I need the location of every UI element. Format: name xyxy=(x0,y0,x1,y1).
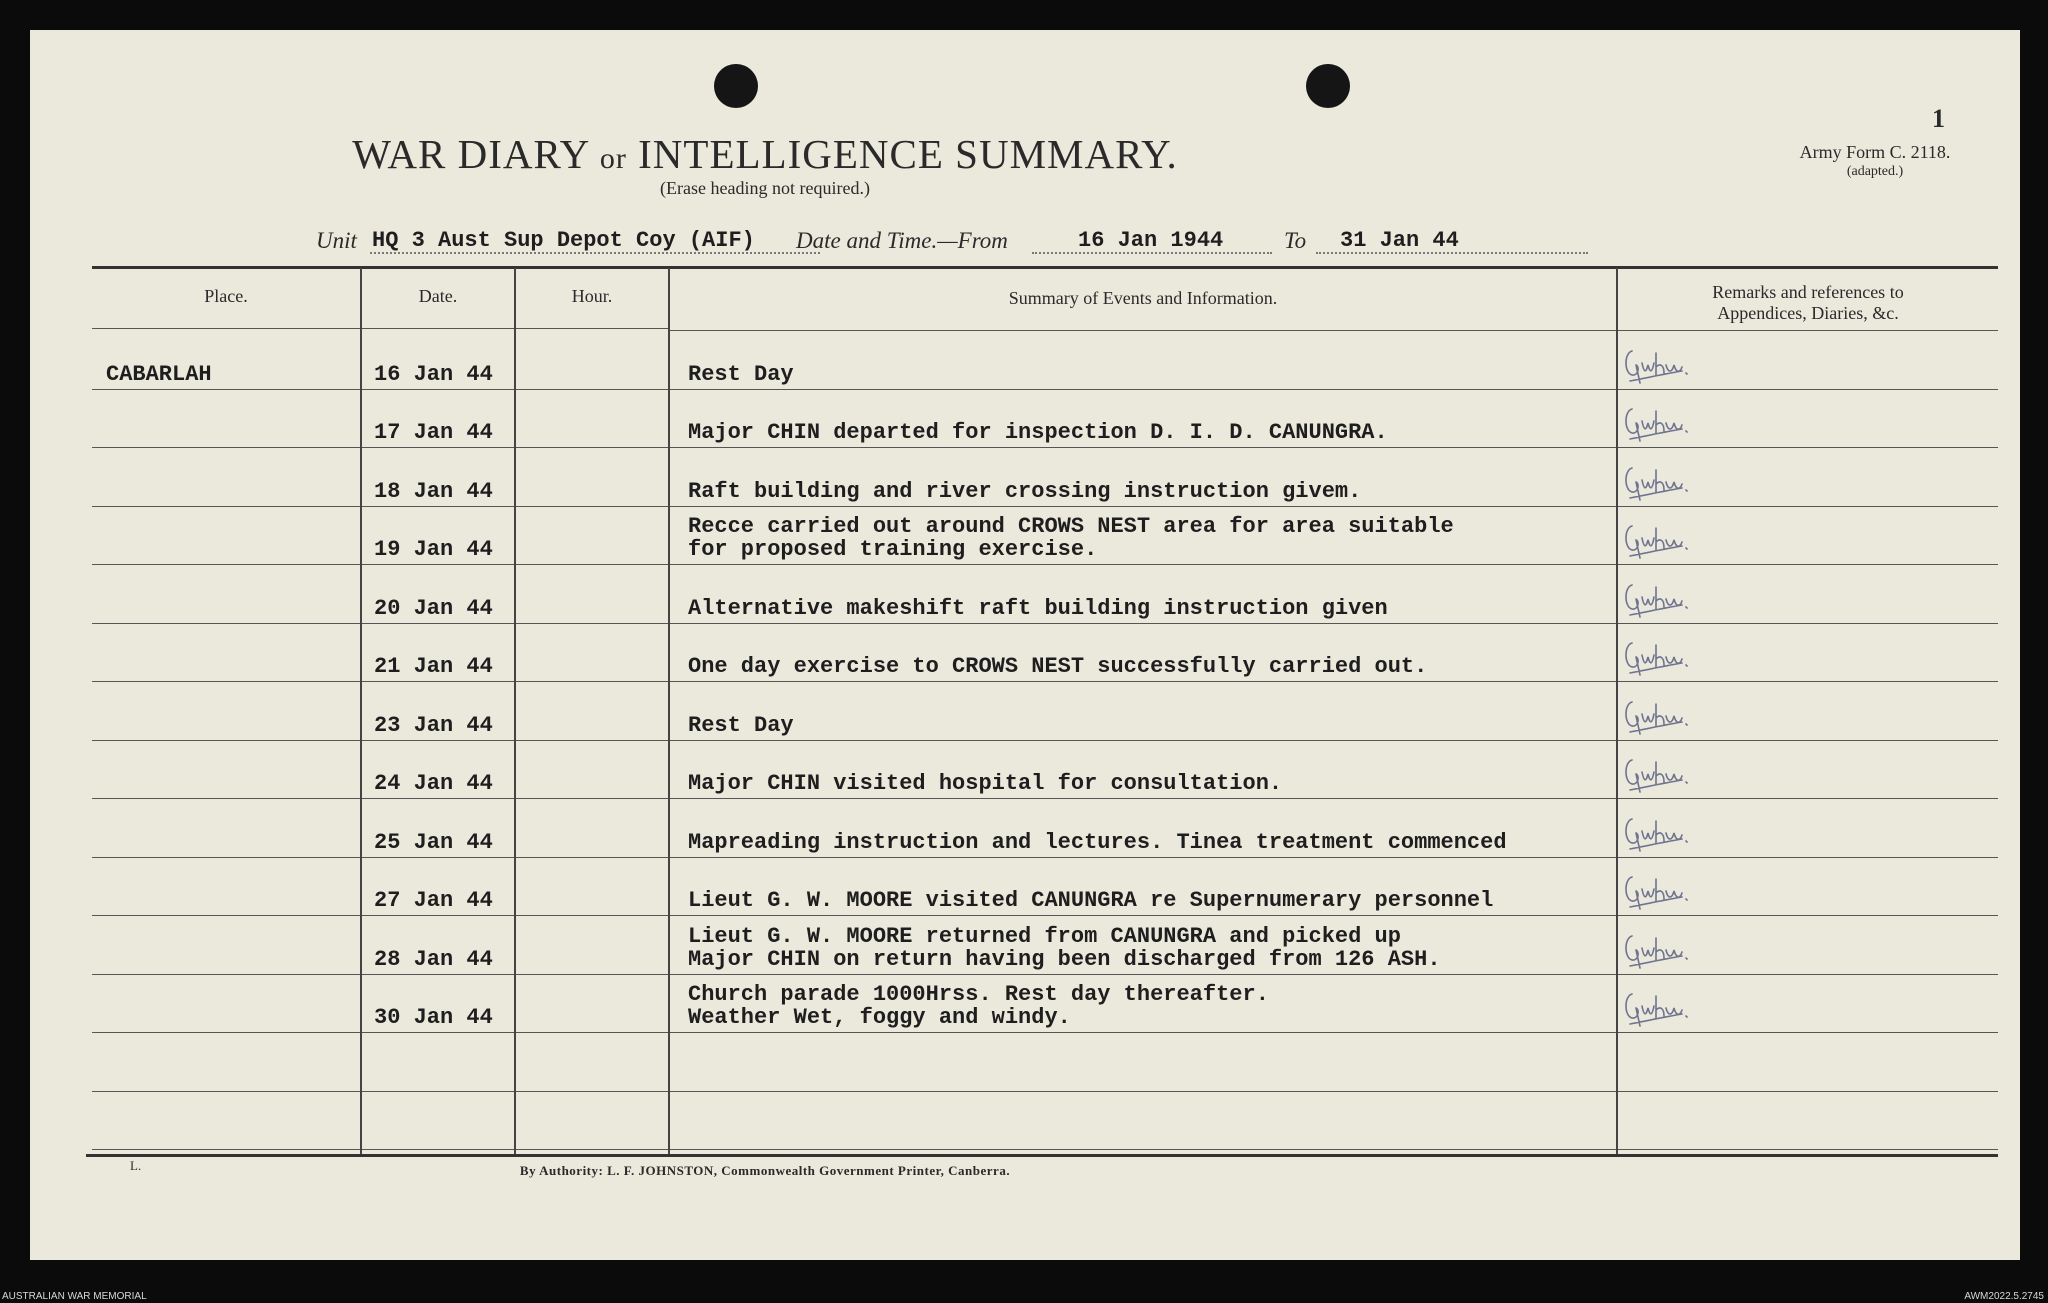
row-rule xyxy=(516,1149,668,1150)
row-rule xyxy=(362,857,514,858)
entry-date: 17 Jan 44 xyxy=(374,420,493,445)
column-divider xyxy=(668,268,670,1154)
initials-signature-icon xyxy=(1620,752,1692,796)
entry-date: 18 Jan 44 xyxy=(374,479,493,504)
page-title xyxy=(30,130,1500,178)
column-header-summary: Summary of Events and Information. xyxy=(1008,288,1278,308)
entry-summary: Alternative makeshift raft building instruction given xyxy=(688,596,1388,621)
row-rule xyxy=(362,1149,514,1150)
remarks-header-line2: Appendices, Diaries, &c. xyxy=(1717,303,1899,323)
initials-signature-icon xyxy=(1620,928,1692,972)
punch-hole xyxy=(714,64,758,108)
row-rule xyxy=(1618,798,1998,799)
row-rule xyxy=(362,915,514,916)
row-rule xyxy=(92,974,360,975)
row-rule xyxy=(362,974,514,975)
page-number: 1 xyxy=(1932,104,1945,133)
row-rule xyxy=(670,1091,1616,1092)
row-rule xyxy=(1618,389,1998,390)
initials-signature-icon xyxy=(1620,811,1692,855)
row-rule xyxy=(1618,740,1998,741)
row-rule xyxy=(362,1032,514,1033)
row-rule xyxy=(516,1091,668,1092)
row-rule xyxy=(92,1091,360,1092)
row-rule xyxy=(92,857,360,858)
entry-date: 19 Jan 44 xyxy=(374,537,493,562)
row-rule xyxy=(92,798,360,799)
punch-hole xyxy=(1306,64,1350,108)
row-rule xyxy=(1618,857,1998,858)
entry-place: CABARLAH xyxy=(106,362,212,387)
title-part1: WAR DIARY xyxy=(352,131,589,177)
header-underline xyxy=(516,328,668,329)
row-rule xyxy=(670,1032,1616,1033)
row-rule xyxy=(92,1149,360,1150)
header-underline xyxy=(92,328,360,329)
entry-date: 30 Jan 44 xyxy=(374,1005,493,1030)
row-rule xyxy=(516,740,668,741)
entry-date: 28 Jan 44 xyxy=(374,947,493,972)
row-rule xyxy=(670,564,1616,565)
entry-summary: Mapreading instruction and lectures. Tinea treatment commenced xyxy=(688,830,1507,855)
row-rule xyxy=(1618,974,1998,975)
unit-value: HQ 3 Aust Sup Depot Coy (AIF) xyxy=(372,228,755,253)
initials-signature-icon xyxy=(1620,518,1692,562)
to-label: To xyxy=(1284,228,1307,253)
row-rule xyxy=(92,564,360,565)
row-rule xyxy=(670,798,1616,799)
entry-date: 16 Jan 44 xyxy=(374,362,493,387)
diary-page xyxy=(30,30,2020,1260)
row-rule xyxy=(670,447,1616,448)
entry-summary: Recce carried out around CROWS NEST area for area suitable for proposed training exercise. xyxy=(688,514,1454,562)
entry-summary: One day exercise to CROWS NEST successfully carried out. xyxy=(688,654,1428,679)
row-rule xyxy=(670,915,1616,916)
entry-summary: Raft building and river crossing instruction givem. xyxy=(688,479,1362,504)
row-rule xyxy=(670,857,1616,858)
row-rule xyxy=(1618,1149,1998,1150)
header-underline xyxy=(362,328,514,329)
title-or: or xyxy=(599,142,627,175)
row-rule xyxy=(362,740,514,741)
row-rule xyxy=(92,740,360,741)
entry-summary: Lieut G. W. MOORE visited CANUNGRA re Supernumerary personnel xyxy=(688,888,1494,913)
row-rule xyxy=(516,857,668,858)
row-rule xyxy=(362,564,514,565)
table-top-rule xyxy=(92,266,1998,269)
row-rule xyxy=(1618,1091,1998,1092)
column-header-hour: Hour. xyxy=(571,286,613,306)
remarks-header-line1: Remarks and references to xyxy=(1712,282,1904,302)
archive-credit: AUSTRALIAN WAR MEMORIAL xyxy=(2,1291,147,1302)
entry-date: 24 Jan 44 xyxy=(374,771,493,796)
column-divider xyxy=(360,268,362,1154)
row-rule xyxy=(670,740,1616,741)
row-rule xyxy=(670,974,1616,975)
entry-summary: Church parade 1000Hrss. Rest day thereafter. Weather Wet, foggy and windy. xyxy=(688,982,1269,1030)
row-rule xyxy=(670,681,1616,682)
row-rule xyxy=(92,506,360,507)
entry-date: 21 Jan 44 xyxy=(374,654,493,679)
entry-date: 25 Jan 44 xyxy=(374,830,493,855)
row-rule xyxy=(516,389,668,390)
initials-signature-icon xyxy=(1620,986,1692,1030)
entry-summary: Rest Day xyxy=(688,362,794,387)
row-rule xyxy=(516,623,668,624)
row-rule xyxy=(516,506,668,507)
date-time-label: Date and Time.—From xyxy=(796,228,1008,253)
row-rule xyxy=(362,447,514,448)
header-underline xyxy=(1618,330,1998,331)
row-rule xyxy=(362,1091,514,1092)
header-underline xyxy=(670,330,1616,331)
page-subtitle: (Erase heading not required.) xyxy=(660,178,870,198)
row-rule xyxy=(670,389,1616,390)
unit-label: Unit xyxy=(316,228,357,253)
row-rule xyxy=(1618,447,1998,448)
column-header-remarks xyxy=(1618,282,1998,324)
row-rule xyxy=(516,447,668,448)
row-rule xyxy=(670,623,1616,624)
row-rule xyxy=(516,974,668,975)
initials-signature-icon xyxy=(1620,343,1692,387)
footer-mark: L. xyxy=(130,1158,142,1173)
initials-signature-icon xyxy=(1620,401,1692,445)
initials-signature-icon xyxy=(1620,460,1692,504)
row-rule xyxy=(1618,623,1998,624)
army-form-number: Army Form C. 2118. xyxy=(1799,142,1951,162)
title-part2: INTELLIGENCE SUMMARY. xyxy=(638,131,1178,177)
row-rule xyxy=(1618,1032,1998,1033)
column-header-place: Place. xyxy=(204,286,248,306)
row-rule xyxy=(516,915,668,916)
initials-signature-icon xyxy=(1620,694,1692,738)
row-rule xyxy=(516,564,668,565)
row-rule xyxy=(362,389,514,390)
table-bottom-rule xyxy=(86,1154,1998,1157)
row-rule xyxy=(92,915,360,916)
entry-date: 23 Jan 44 xyxy=(374,713,493,738)
row-rule xyxy=(516,798,668,799)
row-rule xyxy=(670,506,1616,507)
row-rule xyxy=(670,1149,1616,1150)
initials-signature-icon xyxy=(1620,577,1692,621)
entry-date: 20 Jan 44 xyxy=(374,596,493,621)
column-divider xyxy=(514,268,516,1154)
printer-authority: By Authority: L. F. JOHNSTON, Commonwealth Government Printer, Canberra. xyxy=(519,1163,1011,1178)
entry-summary: Rest Day xyxy=(688,713,794,738)
initials-signature-icon xyxy=(1620,869,1692,913)
archive-reference: AWM2022.5.2745 xyxy=(1964,1291,2044,1302)
row-rule xyxy=(92,623,360,624)
row-rule xyxy=(362,798,514,799)
row-rule xyxy=(1618,506,1998,507)
from-value: 16 Jan 1944 xyxy=(1078,228,1224,253)
row-rule xyxy=(1618,915,1998,916)
row-rule xyxy=(362,623,514,624)
entry-date: 27 Jan 44 xyxy=(374,888,493,913)
row-rule xyxy=(92,1032,360,1033)
row-rule xyxy=(1618,564,1998,565)
column-header-date: Date. xyxy=(418,286,458,306)
row-rule xyxy=(92,681,360,682)
entry-summary: Major CHIN visited hospital for consultation. xyxy=(688,771,1283,796)
row-rule xyxy=(1618,681,1998,682)
row-rule xyxy=(516,681,668,682)
row-rule xyxy=(516,1032,668,1033)
entry-summary: Lieut G. W. MOORE returned from CANUNGRA and picked up Major CHIN on return having been discharged from 126 ASH. xyxy=(688,924,1441,972)
column-divider xyxy=(1616,268,1618,1154)
row-rule xyxy=(362,506,514,507)
army-form-adapted: (adapted.) xyxy=(1846,164,1904,179)
row-rule xyxy=(92,389,360,390)
row-rule xyxy=(362,681,514,682)
entry-summary: Major CHIN departed for inspection D. I. D. CANUNGRA. xyxy=(688,420,1388,445)
initials-signature-icon xyxy=(1620,635,1692,679)
to-value: 31 Jan 44 xyxy=(1340,228,1459,253)
row-rule xyxy=(92,447,360,448)
